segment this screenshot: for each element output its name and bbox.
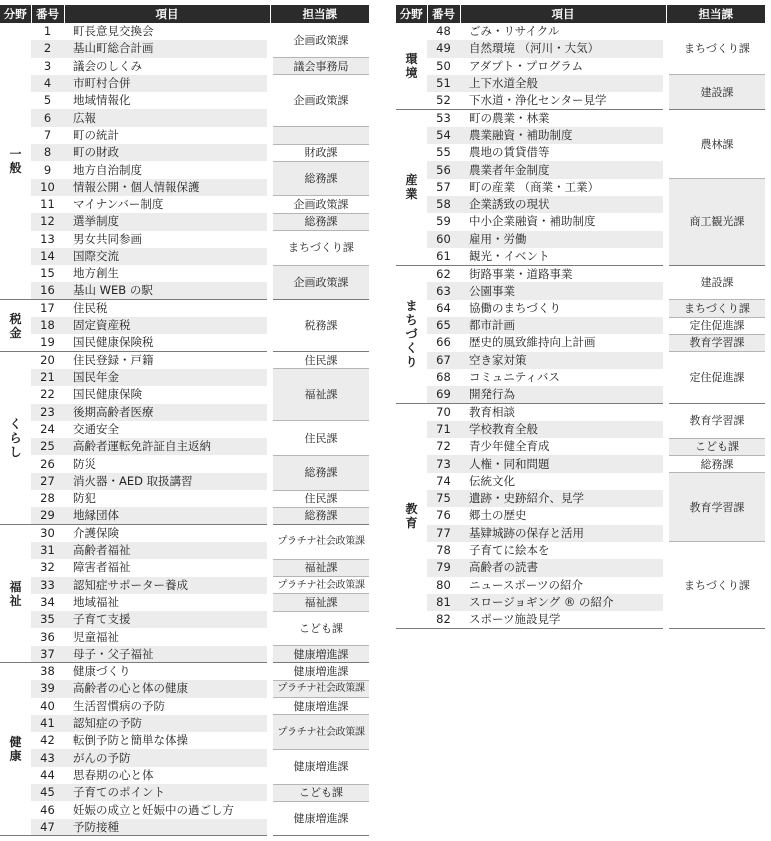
row-number: 53	[436, 110, 451, 125]
table-row	[0, 265, 369, 282]
table-row	[0, 300, 369, 317]
dept-cell: 財政課	[270, 144, 369, 161]
item-name: 防災	[73, 456, 96, 471]
row-number: 67	[427, 352, 460, 369]
item-name: 郷土の歴史	[469, 508, 527, 523]
dept-cell: 教育学習課	[666, 404, 765, 439]
lecture-table-left	[0, 5, 369, 836]
item-name: ニュースポーツの紹介	[469, 577, 583, 592]
table-row	[396, 317, 765, 334]
header-number: 番号	[31, 5, 64, 23]
header-dept: 担当課	[666, 5, 765, 23]
item-name: 高齢者の読書	[460, 559, 666, 576]
row-number: 46	[40, 802, 55, 817]
row-number: 63	[427, 282, 460, 299]
table-row	[396, 300, 765, 317]
item-name: 交通安全	[73, 421, 119, 436]
category-label: 福祉	[9, 579, 22, 608]
item-name: 後期高齢者医療	[64, 404, 270, 421]
category-cell	[396, 265, 427, 403]
row-number: 14	[31, 248, 64, 265]
item-name: 基肄城跡の保存と活用	[460, 525, 666, 542]
table-row	[396, 542, 765, 559]
item-name: 認知症サポーター養成	[64, 577, 270, 594]
item-name: 街路事業・道路事業	[469, 266, 573, 281]
item-name: 情報公開・個人情報保護	[64, 179, 270, 196]
item-name: 開発行為	[460, 386, 666, 403]
row-number: 28	[40, 491, 55, 506]
row-number: 70	[436, 404, 451, 419]
item-name: 町長意見交換会	[73, 24, 154, 39]
table-row	[0, 144, 369, 161]
row-number: 5	[43, 93, 52, 108]
category-label: 一般	[9, 147, 22, 176]
item-name: 青少年健全育成	[469, 439, 550, 454]
item-name: 企業誘致の現状	[460, 196, 666, 213]
dept-cell: 企画政策課	[270, 23, 369, 58]
item-name: 空き家対策	[460, 352, 666, 369]
item-name: 固定資産税	[64, 317, 270, 334]
table-row	[0, 127, 369, 144]
item-name: スポーツ施設見学	[460, 611, 666, 628]
row-number: 56	[427, 161, 460, 178]
table-row	[0, 611, 369, 628]
item-name: 地方自治制度	[73, 162, 142, 177]
item-name: 予防接種	[64, 819, 270, 836]
item-name: 基山町総合計画	[64, 40, 270, 57]
row-number: 58	[427, 196, 460, 213]
row-number: 64	[436, 300, 451, 315]
dept-cell: 福祉課	[270, 559, 369, 576]
table-row	[0, 352, 369, 369]
item-name: 自然環境 （河川・大気）	[460, 40, 666, 57]
row-number: 59	[436, 214, 451, 229]
item-name: 生活習慣病の予防	[73, 698, 165, 713]
dept-cell: 定住促進課	[666, 352, 765, 404]
table-row	[0, 784, 369, 801]
item-name: 基山 WEB の駅	[64, 282, 270, 299]
table-row	[0, 231, 369, 248]
category-label: 税金	[9, 311, 22, 340]
dept-cell: こども課	[270, 611, 369, 646]
category-cell	[0, 300, 31, 352]
item-name: 人権・同和問題	[460, 455, 666, 472]
table-row	[396, 473, 765, 490]
item-name: 認知症の予防	[64, 715, 270, 732]
item-name: 雇用・労働	[460, 231, 666, 248]
table-row	[0, 663, 369, 680]
category-cell	[0, 663, 31, 836]
row-number: 50	[436, 58, 451, 73]
row-number: 22	[40, 387, 55, 402]
item-name: スロージョギング ® の紹介	[460, 594, 666, 611]
dept-cell: 総務課	[270, 455, 369, 490]
dept-cell: プラチナ社会政策課	[270, 680, 369, 697]
dept-cell: プラチナ社会政策課	[270, 525, 369, 560]
item-name: 町の財政	[64, 144, 270, 161]
table-row	[0, 161, 369, 178]
row-number: 78	[436, 543, 451, 558]
table-row	[396, 352, 765, 369]
row-number: 47	[31, 819, 64, 836]
category-cell	[0, 352, 31, 525]
item-name: 学校教育全般	[460, 421, 666, 438]
item-name: 障害者福祉	[73, 560, 131, 575]
item-name: 地域福祉	[73, 594, 119, 609]
item-name: 妊娠の成立と妊娠中の過ごし方	[73, 802, 234, 817]
dept-cell: 商工観光課	[666, 179, 765, 265]
table-row	[0, 749, 369, 766]
row-number: 61	[427, 248, 460, 265]
row-number: 37	[31, 646, 64, 663]
dept-cell: プラチナ社会政策課	[270, 577, 369, 594]
table-row	[0, 525, 369, 542]
row-number: 24	[40, 421, 55, 436]
dept-cell: まちづくり課	[270, 231, 369, 266]
table-row	[0, 58, 369, 75]
table-row	[0, 801, 369, 818]
item-name: 児童福祉	[73, 629, 119, 644]
item-name: 地方創生	[73, 266, 119, 281]
item-name: 市町村合併	[64, 75, 270, 92]
item-name: 高齢者の心と体の健康	[64, 680, 270, 697]
row-number: 66	[436, 335, 451, 350]
header-row	[396, 5, 765, 23]
row-number: 18	[31, 317, 64, 334]
table-row	[0, 490, 369, 507]
category-label: くらし	[9, 417, 22, 460]
row-number: 62	[436, 266, 451, 281]
table-row	[0, 455, 369, 472]
row-number: 12	[31, 213, 64, 230]
category-label: まちづくり	[405, 299, 418, 370]
dept-cell: 住民課	[270, 352, 369, 369]
dept-cell: 建設課	[666, 265, 765, 300]
row-number: 41	[31, 715, 64, 732]
item-name: 観光・イベント	[460, 248, 666, 265]
table-row	[396, 23, 765, 40]
dept-cell: 住民課	[270, 421, 369, 456]
dept-cell: 企画政策課	[270, 265, 369, 300]
item-name: 健康づくり	[73, 664, 131, 679]
item-name: 住民登録・戸籍	[73, 353, 154, 368]
header-number: 番号	[427, 5, 460, 23]
row-number: 4	[31, 75, 64, 92]
dept-cell: 健康増進課	[270, 646, 369, 663]
item-name: アダプト・プログラム	[469, 58, 584, 73]
item-name: 上下水道全般	[460, 75, 666, 92]
row-number: 31	[31, 542, 64, 559]
table-row	[396, 438, 765, 455]
row-number: 74	[436, 473, 451, 488]
row-number: 45	[31, 784, 64, 801]
dept-cell: 福祉課	[270, 594, 369, 611]
item-name: 高齢者運転免許証自主返納	[64, 438, 270, 455]
table-row	[396, 334, 765, 351]
header-category: 分野	[0, 5, 31, 23]
item-name: 農地の賃貸借等	[469, 145, 550, 160]
row-number: 54	[427, 127, 460, 144]
item-name: 思春期の心と体	[73, 767, 154, 782]
row-number: 75	[427, 490, 460, 507]
dept-cell: 住民課	[270, 490, 369, 507]
table-row	[396, 109, 765, 126]
table-row	[0, 75, 369, 92]
item-name: マイナンバー制度	[73, 197, 164, 212]
table-row	[0, 698, 369, 715]
row-number: 32	[40, 560, 55, 575]
item-name: 町の統計	[73, 127, 119, 142]
item-name: 地域情報化	[73, 93, 131, 108]
table-row	[0, 577, 369, 594]
row-number: 43	[31, 749, 64, 766]
table-row	[0, 646, 369, 663]
dept-cell	[270, 127, 369, 144]
row-number: 17	[40, 301, 55, 316]
category-label: 教育	[405, 501, 418, 530]
row-number: 60	[427, 231, 460, 248]
item-name: 母子・父子福祉	[64, 646, 270, 663]
category-cell	[0, 23, 31, 300]
item-name: 遺跡・史跡紹介、見学	[460, 490, 666, 507]
row-number: 38	[40, 664, 55, 679]
row-number: 71	[427, 421, 460, 438]
dept-cell: 健康増進課	[270, 698, 369, 715]
row-number: 82	[427, 611, 460, 628]
item-name: 介護保険	[73, 526, 119, 540]
dept-cell: 健康増進課	[270, 749, 369, 784]
category-cell	[0, 525, 31, 663]
dept-cell: 企画政策課	[270, 75, 369, 127]
table-row	[396, 404, 765, 421]
table-row	[0, 23, 369, 40]
item-name: 町の農業・林業	[469, 110, 550, 125]
row-number: 29	[31, 507, 64, 524]
table-row	[0, 594, 369, 611]
table-row	[0, 715, 369, 732]
item-name: 議会のしくみ	[73, 58, 142, 73]
row-number: 39	[31, 680, 64, 697]
row-number: 65	[427, 317, 460, 334]
item-name: 国民年金	[64, 369, 270, 386]
item-name: 子育て支援	[64, 611, 270, 628]
row-number: 51	[427, 75, 460, 92]
table-row	[0, 421, 369, 438]
row-number: 48	[436, 24, 451, 39]
category-label: 環境	[405, 51, 418, 80]
row-number: 23	[31, 404, 64, 421]
header-category: 分野	[396, 5, 427, 23]
dept-cell: まちづくり課	[666, 23, 765, 75]
row-number: 80	[436, 577, 451, 592]
dept-cell: 健康増進課	[270, 663, 369, 680]
row-number: 1	[43, 24, 52, 39]
item-name: 消火器・AED 取扱講習	[64, 473, 270, 490]
item-name: 国民健康保険税	[64, 334, 270, 351]
table-row	[0, 196, 369, 213]
row-number: 2	[31, 40, 64, 57]
row-number: 21	[31, 369, 64, 386]
row-number: 73	[427, 455, 460, 472]
dept-cell: 総務課	[666, 455, 765, 472]
row-number: 25	[31, 438, 64, 455]
lecture-table-right	[396, 5, 765, 629]
header-item: 項目	[64, 5, 270, 23]
row-number: 11	[40, 197, 55, 212]
item-name: 町の産業 （商業・工業）	[469, 179, 600, 194]
row-number: 77	[427, 525, 460, 542]
header-dept: 担当課	[270, 5, 369, 23]
table-row	[396, 265, 765, 282]
row-number: 55	[436, 145, 451, 160]
row-number: 6	[31, 109, 64, 126]
row-number: 69	[427, 386, 460, 403]
dept-cell: 総務課	[270, 507, 369, 524]
row-number: 57	[436, 179, 451, 194]
row-number: 19	[31, 334, 64, 351]
dept-cell: 総務課	[270, 161, 369, 196]
row-number: 34	[40, 594, 55, 609]
row-number: 36	[40, 629, 55, 644]
row-number: 26	[40, 456, 55, 471]
item-name: 国際交流	[64, 248, 270, 265]
row-number: 42	[40, 733, 55, 748]
item-name: 広報	[64, 109, 270, 126]
item-name: 防犯	[73, 491, 96, 506]
row-number: 68	[436, 370, 451, 385]
dept-cell: 総務課	[270, 213, 369, 230]
item-name: 男女共同参画	[73, 231, 142, 246]
row-number: 20	[40, 353, 55, 368]
dept-cell: 税務課	[270, 300, 369, 352]
header-row	[0, 5, 369, 23]
row-number: 27	[31, 473, 64, 490]
item-name: 農業者年金制度	[460, 161, 666, 178]
row-number: 40	[40, 698, 55, 713]
row-number: 10	[31, 179, 64, 196]
table-row	[0, 213, 369, 230]
row-number: 72	[436, 439, 451, 454]
item-name: 高齢者福祉	[64, 542, 270, 559]
dept-cell: 議会事務局	[270, 58, 369, 75]
item-name: 教育相談	[469, 404, 515, 419]
row-number: 8	[31, 144, 64, 161]
item-name: 公園事業	[460, 282, 666, 299]
category-cell	[396, 404, 427, 629]
dept-cell: まちづくり課	[666, 300, 765, 317]
item-name: 中小企業融資・補助制度	[469, 214, 596, 229]
category-label: 産業	[405, 173, 418, 202]
item-name: コミュニティバス	[469, 370, 560, 385]
dept-cell: プラチナ社会政策課	[270, 715, 369, 750]
item-name: 国民健康保険	[73, 387, 142, 402]
category-label: 健康	[9, 735, 22, 764]
category-cell	[396, 109, 427, 265]
row-number: 16	[31, 282, 64, 299]
row-number: 7	[43, 127, 52, 142]
header-item: 項目	[460, 5, 666, 23]
item-name: 農業融資・補助制度	[460, 127, 666, 144]
item-name: 転倒予防と簡単な体操	[73, 733, 188, 748]
table-row	[396, 179, 765, 196]
dept-cell: 福祉課	[270, 369, 369, 421]
dept-cell: 健康増進課	[270, 801, 369, 836]
dept-cell: まちづくり課	[666, 542, 765, 628]
item-name: 地縁団体	[64, 507, 270, 524]
item-name: 協働のまちづくり	[469, 300, 561, 315]
item-name: 都市計画	[460, 317, 666, 334]
row-number: 30	[40, 526, 55, 540]
dept-cell: こども課	[270, 784, 369, 801]
dept-cell: 定住促進課	[666, 317, 765, 334]
table-row	[396, 75, 765, 92]
item-name: 子育てに絵本を	[469, 543, 550, 558]
table-row	[0, 369, 369, 386]
row-number: 79	[427, 559, 460, 576]
item-name: 子育てのポイント	[64, 784, 270, 801]
dept-cell: 建設課	[666, 75, 765, 110]
table-row	[0, 559, 369, 576]
item-name: ごみ・リサイクル	[469, 24, 560, 39]
row-number: 76	[436, 508, 451, 523]
dept-cell: 農林課	[666, 109, 765, 178]
row-number: 44	[40, 767, 55, 782]
row-number: 15	[40, 266, 55, 281]
row-number: 35	[31, 611, 64, 628]
item-name: 歴史的風致維持向上計画	[469, 335, 596, 350]
item-name: 下水道・浄化センター見学	[460, 92, 666, 109]
category-cell	[396, 23, 427, 109]
row-number: 13	[40, 231, 55, 246]
row-number: 33	[31, 577, 64, 594]
dept-cell: 教育学習課	[666, 473, 765, 542]
table-row	[396, 455, 765, 472]
table-row	[0, 507, 369, 524]
dept-cell: 企画政策課	[270, 196, 369, 213]
row-number: 3	[43, 58, 52, 73]
item-name: 住民税	[73, 301, 108, 316]
row-number: 52	[427, 92, 460, 109]
dept-cell: 教育学習課	[666, 334, 765, 351]
dept-cell: こども課	[666, 438, 765, 455]
row-number: 81	[427, 594, 460, 611]
item-name: がんの予防	[64, 749, 270, 766]
item-name: 伝統文化	[469, 473, 515, 488]
table-row	[0, 680, 369, 697]
row-number: 49	[427, 40, 460, 57]
item-name: 選挙制度	[64, 213, 270, 230]
row-number: 9	[43, 162, 52, 177]
